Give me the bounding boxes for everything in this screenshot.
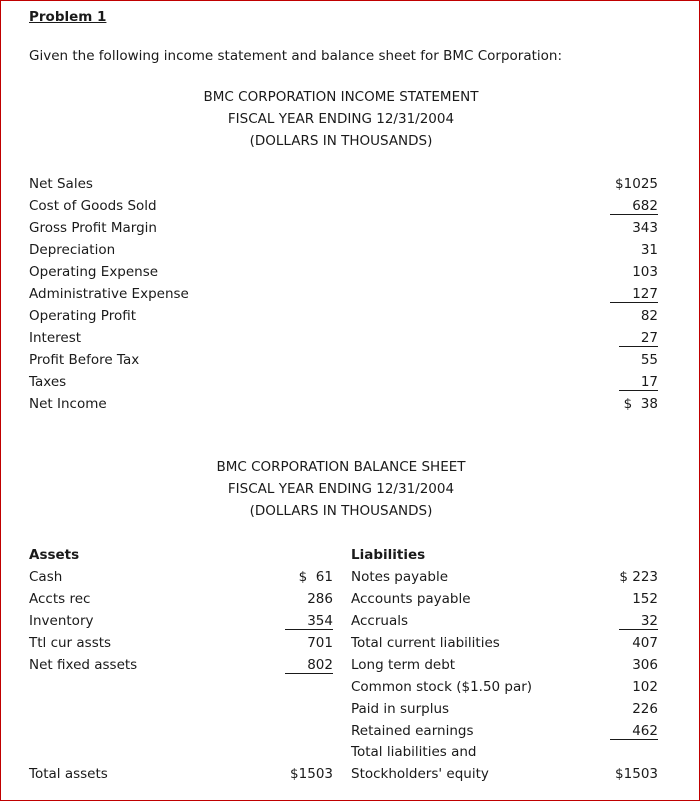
liability-amount (561, 611, 658, 631)
income-statement-units: (DOLLARS IN THOUSANDS) (249, 133, 433, 149)
is-row-amount (561, 372, 658, 392)
balance-sheet-period: FISCAL YEAR ENDING 12/31/2004 (227, 481, 455, 497)
liability-amount: 102 (632, 679, 658, 695)
asset-amount-value: 354 (285, 613, 333, 630)
total-assets-label: Total assets (29, 766, 108, 782)
asset-label: Ttl cur assts (29, 635, 112, 651)
is-row-label: Administrative Expense (29, 286, 189, 302)
liability-label: Total liabilities and (351, 744, 477, 760)
is-row-amount-value: 127 (610, 286, 658, 303)
liability-amount: $ 223 (619, 569, 658, 585)
is-row-amount: 31 (640, 242, 658, 258)
is-row-label: Profit Before Tax (29, 352, 140, 368)
asset-amount-value: 802 (285, 657, 333, 674)
problem-title: Problem 1 (29, 9, 107, 25)
income-statement-title: BMC CORPORATION INCOME STATEMENT (203, 89, 479, 105)
liability-amount: 152 (632, 591, 658, 607)
liability-amount-value: 32 (619, 613, 658, 630)
liability-label: Accounts payable (351, 591, 471, 607)
is-row-amount-value: 27 (619, 330, 658, 347)
is-row-label: Net Sales (29, 176, 93, 192)
liability-label: Notes payable (351, 569, 449, 585)
asset-amount: 701 (307, 635, 333, 651)
asset-amount: $ 61 (298, 569, 333, 585)
is-row-label: Depreciation (29, 242, 116, 258)
intro-text: Given the following income statement and balance sheet for BMC Corporation: (29, 48, 563, 64)
liability-label: Stockholders' equity (351, 766, 489, 782)
is-row-label: Cost of Goods Sold (29, 198, 157, 214)
asset-label: Inventory (29, 613, 94, 629)
asset-amount (263, 655, 333, 675)
liability-label: Total current liabilities (351, 635, 500, 651)
is-row-amount (561, 196, 658, 216)
liability-label: Retained earnings (351, 723, 474, 739)
liability-label: Paid in surplus (351, 701, 450, 717)
is-row-label: Gross Profit Margin (29, 220, 157, 236)
income-statement-period: FISCAL YEAR ENDING 12/31/2004 (227, 111, 455, 127)
assets-header: Assets (29, 547, 80, 563)
asset-label: Net fixed assets (29, 657, 138, 673)
liability-label: Common stock ($1.50 par) (351, 679, 533, 695)
liability-amount (561, 721, 658, 741)
total-assets-amount: $1503 (290, 766, 333, 782)
liability-label: Long term debt (351, 657, 456, 673)
balance-sheet-units: (DOLLARS IN THOUSANDS) (249, 503, 433, 519)
is-row-amount (561, 328, 658, 348)
is-row-amount-value: 682 (610, 198, 658, 215)
liability-amount: 226 (632, 701, 658, 717)
liability-amount: $1503 (615, 766, 658, 782)
is-row-amount (561, 284, 658, 304)
asset-label: Accts rec (29, 591, 91, 607)
is-row-amount: $ 38 (623, 396, 658, 412)
liability-amount-value: 462 (610, 723, 658, 740)
is-row-amount: 343 (632, 220, 658, 236)
liabilities-header: Liabilities (351, 547, 426, 563)
is-row-label: Taxes (29, 374, 67, 390)
balance-sheet-title: BMC CORPORATION BALANCE SHEET (216, 459, 466, 475)
is-row-amount: 55 (640, 352, 658, 368)
is-row-amount: 103 (632, 264, 658, 280)
asset-label: Cash (29, 569, 63, 585)
asset-amount: 286 (307, 591, 333, 607)
is-row-amount: 82 (640, 308, 658, 324)
is-row-amount-value: 17 (619, 374, 658, 391)
is-row-label: Interest (29, 330, 82, 346)
is-row-label: Net Income (29, 396, 107, 412)
liability-label: Accruals (351, 613, 409, 629)
liability-amount: 407 (632, 635, 658, 651)
is-row-label: Operating Expense (29, 264, 159, 280)
asset-amount (263, 611, 333, 631)
is-row-label: Operating Profit (29, 308, 136, 324)
liability-amount: 306 (632, 657, 658, 673)
is-row-amount: $1025 (615, 176, 658, 192)
